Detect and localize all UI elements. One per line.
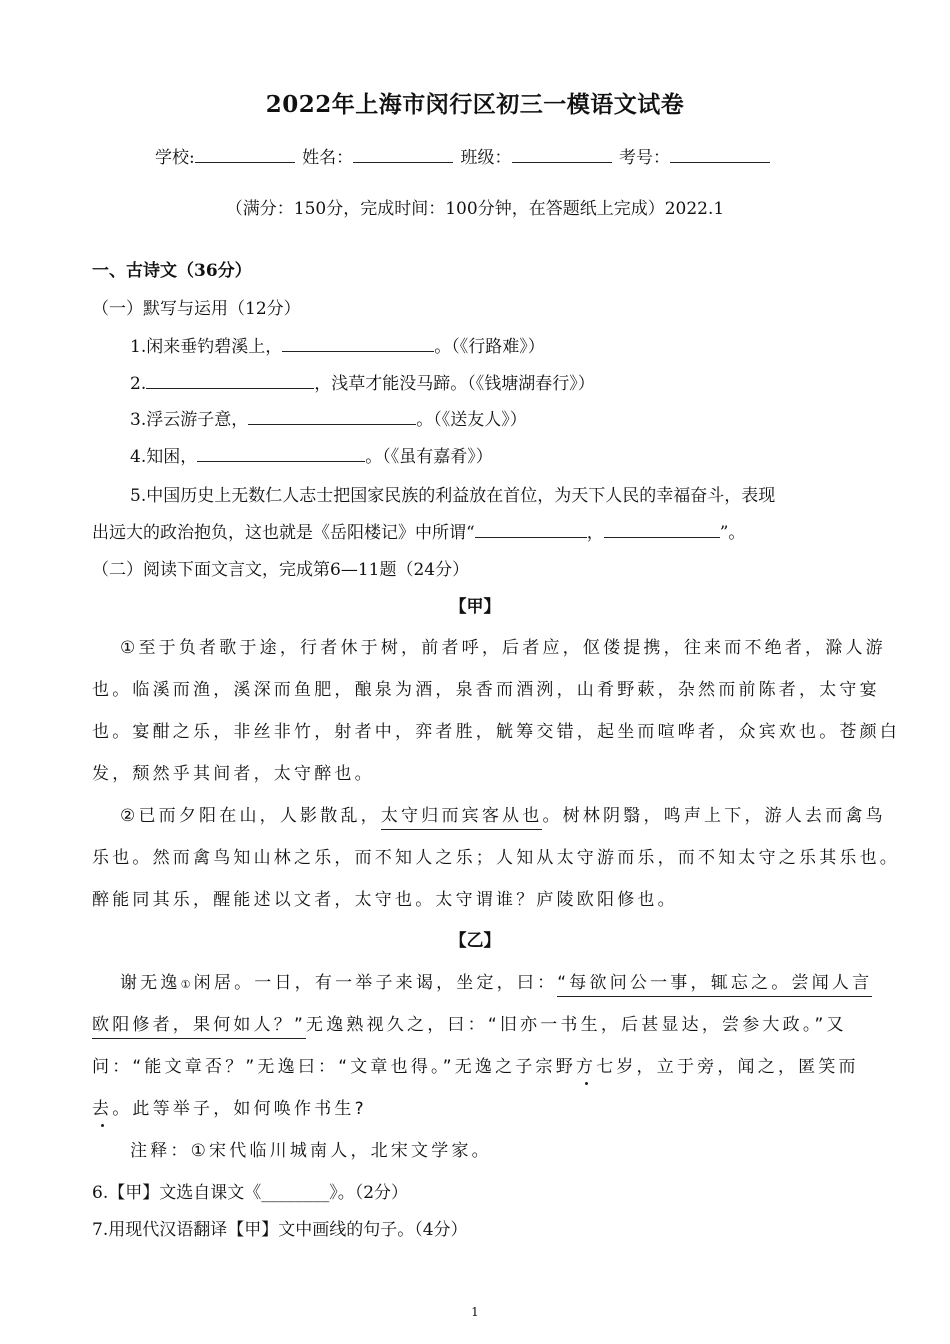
student-info-row — [155, 143, 772, 168]
dotted-char: 去 — [92, 1099, 113, 1119]
jia-line: ②已而夕阳在山，人影散乱，太守归而宾客从也。树林阴翳，鸣声上下，游人去而禽鸟 — [120, 801, 886, 826]
name-label: 姓名： — [302, 148, 354, 168]
question-3: 3.浮云游子意， 。（《送友人》） — [130, 410, 527, 430]
jia-line: 也。宴酣之乐，非丝非竹，射者中，弈者胜，觥筹交错，起坐而喧哗者，众宾欢也。苍颜白 — [92, 722, 900, 742]
part-heading: （一）默写与运用（12分） — [92, 299, 301, 319]
jia-line: 也。临溪而渔，溪深而鱼肥，酿泉为酒，泉香而酒洌，山肴野蔌，杂然而前陈者，太守宴 — [92, 680, 880, 700]
number-label: 考号： — [618, 148, 670, 168]
jia-line: 发，颓然乎其间者，太守醉也。 — [92, 764, 375, 784]
question-1: 1.闲来垂钓碧溪上， 。（《行路难》） — [130, 337, 545, 357]
question-5-line2: 出远大的政治抱负，这也就是《岳阳楼记》中所谓“ ， ”。 — [92, 523, 746, 543]
question-7: 7.用现代汉语翻译【甲】文中画线的句子。（4分） — [92, 1220, 468, 1240]
school-label: 学校: — [155, 148, 195, 168]
answer-blank[interactable] — [282, 336, 434, 352]
answer-blank[interactable] — [248, 409, 416, 425]
number-blank[interactable] — [670, 147, 770, 163]
name-blank[interactable] — [353, 147, 453, 163]
page-title: 2022年上海市闵行区初三一模语文试卷 — [265, 91, 685, 118]
underlined-sentence: 太守归而宾客从也 — [381, 806, 543, 830]
yi-footnote: 注释：①宋代临川城南人，北宋文学家。 — [130, 1141, 492, 1161]
passage-label-yi: 【乙】 — [449, 931, 501, 951]
footnote-marker: ① — [180, 978, 194, 991]
yi-line: 谢无逸①闲居。一日，有一举子来谒，坐定，曰：“每欲问公一事，辄忘之。尝闻人言 — [120, 968, 872, 993]
school-blank[interactable] — [195, 147, 295, 163]
underlined-sentence: “每欲问公一事，辄忘之。尝闻人言 — [557, 973, 872, 997]
answer-blank[interactable] — [146, 373, 314, 389]
jia-line: 醉能同其乐，醒能述以文者，太守也。太守谓谁？庐陵欧阳修也。 — [92, 890, 678, 910]
class-label: 班级： — [460, 148, 512, 168]
underlined-sentence: 欧阳修者，果何如人？” — [92, 1015, 306, 1039]
answer-blank[interactable] — [604, 522, 720, 538]
question-5-line1: 5.中国历史上无数仁人志士把国家民族的利益放在首位，为天下人民的幸福奋斗，表现 — [130, 486, 776, 506]
question-6: 6.【甲】文选自课文《________》。（2分） — [92, 1183, 409, 1203]
question-4: 4.知困， 。（《虽有嘉肴》） — [130, 447, 493, 467]
section-heading: 一、古诗文（36分） — [92, 261, 252, 281]
answer-blank[interactable] — [197, 446, 365, 462]
class-blank[interactable] — [512, 147, 612, 163]
jia-line: 乐也。然而禽鸟知山林之乐，而不知人之乐；人知从太守游而乐，而不知太守之乐其乐也。 — [92, 848, 900, 868]
answer-blank[interactable] — [475, 522, 587, 538]
exam-note: （满分：150分，完成时间：100分钟，在答题纸上完成）2022.1 — [225, 199, 725, 219]
page-number: 1 — [471, 1305, 479, 1319]
yi-line: 去。此等举子，如何唤作书生? — [92, 1099, 367, 1119]
passage-label-jia: 【甲】 — [449, 597, 501, 617]
question-2: 2. ，浅草才能没马蹄。（《钱塘湖春行》） — [130, 374, 595, 394]
jia-line: ①至于负者歌于途，行者休于树，前者呼，后者应，伛偻提携，往来而不绝者，滁人游 — [120, 638, 886, 658]
part-heading: （二）阅读下面文言文，完成第6—11题（24分） — [92, 560, 470, 580]
yi-line: 问：“能文章否？”无逸曰：“文章也得。”无逸之子宗野方七岁，立于旁，闻之，匿笑而 — [92, 1057, 859, 1077]
dotted-char: 方 — [575, 1057, 597, 1077]
yi-line: 欧阳修者，果何如人？”无逸熟视久之，曰：“旧亦一书生，后甚显达，尝参大政。”又 — [92, 1010, 847, 1035]
